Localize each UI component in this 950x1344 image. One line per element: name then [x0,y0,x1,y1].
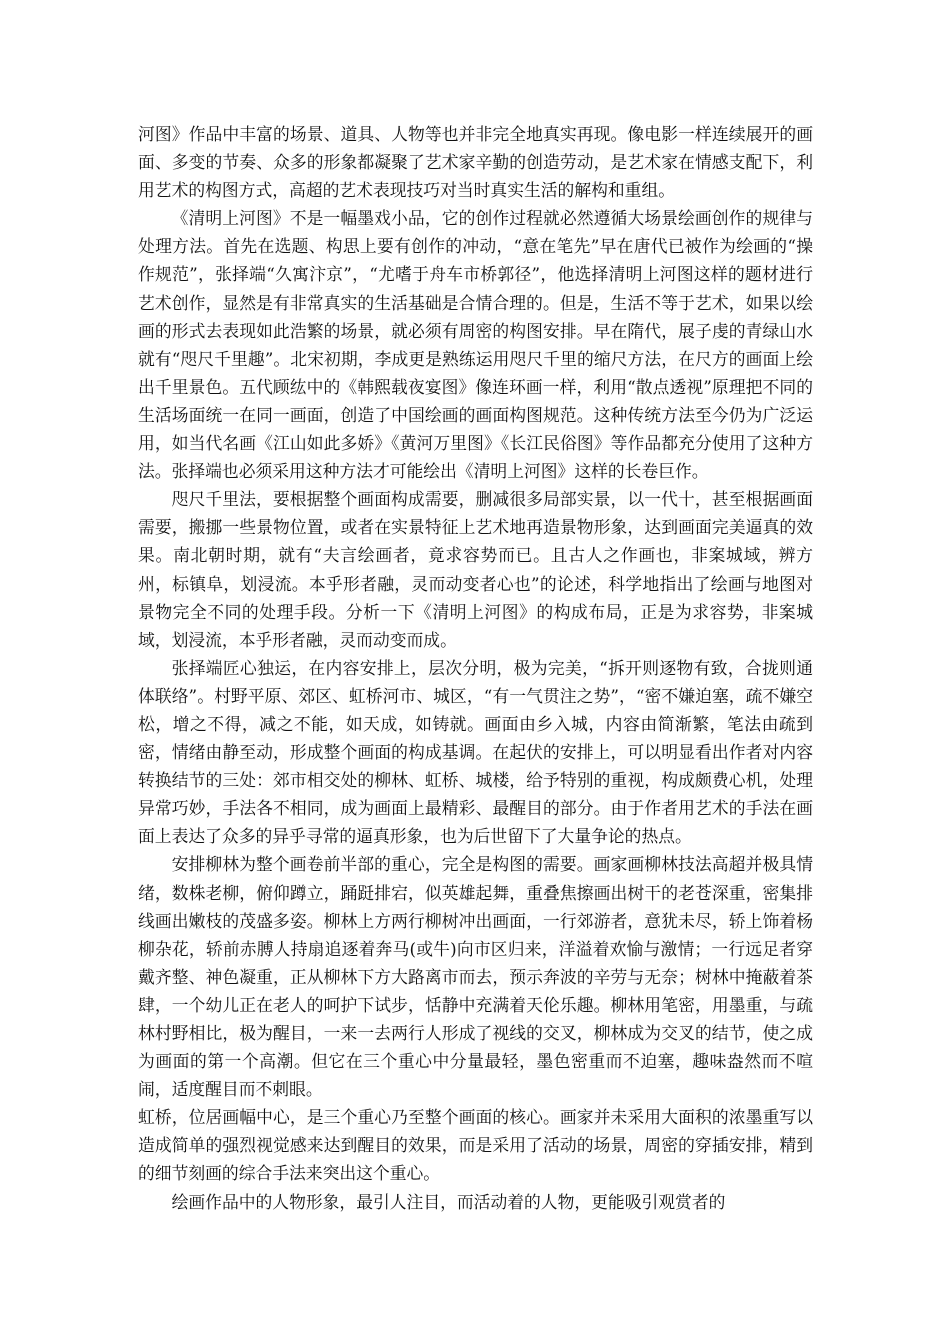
paragraph-2: 《清明上河图》不是一幅墨戏小品，它的创作过程就必然遵循大场景绘画创作的规律与处理方法。首先在选题、构思上要有创作的冲动，“意在笔先”早在唐代已被作为绘画的“操作规范”，张择端“久寓汴京”，“尤嗜于舟车市桥郭径”，他选择清明上河图这样的题材进行艺术创作，显然是有非常真实的生活基础是合情合理的。但是，生活不等于艺术，如果以绘画的形式去表现如此浩繁的场景，就必须有周密的构图安排。早在隋代，展子虔的青绿山水就有“咫尺千里趣”。北宋初期，李成更是熟练运用咫尺千里的缩尺方法，在尺方的画面上绘出千里景色。五代顾纮中的《韩熙载夜宴图》像连环画一样，利用“散点透视”原理把不同的生活场面统一在同一画面，创造了中国绘画的画面构图规范。这种传统方法至今仍为广泛运用，如当代名画《江山如此多娇》《黄河万里图》《长江民俗图》等作品都充分使用了这种方法。张择端也必须采用这种方法才可能绘出《清明上河图》这样的长卷巨作。 [138,208,813,482]
paragraph-6: 虹桥，位居画幅中心，是三个重心乃至整个画面的核心。画家并未采用大面积的浓墨重写以造成简单的强烈视觉感来达到醒目的效果，而是采用了活动的场景，周密的穿插安排，精到的细节刻画的综合手法来突出这个重心。 [138,1107,813,1184]
paragraph-4: 张择端匠心独运，在内容安排上，层次分明，极为完美，“拆开则逐物有致，合拢则通体联络”。村野平原、郊区、虹桥河市、城区，“有一气贯注之势”，“密不嫌迫塞，疏不嫌空松，增之不得，减之不能，如天成，如铸就。画面由乡入城，内容由简渐繁，笔法由疏到密，情绪由静至动，形成整个画面的构成基调。在起伏的安排上，可以明显看出作者对内容转换结节的三处：郊市相交处的柳林、虹桥、城楼，给予特别的重视，构成颇费心机，处理异常巧妙，手法各不相同，成为画面上最精彩、最醒目的部分。由于作者用艺术的手法在画面上表达了众多的异乎寻常的逼真形象，也为后世留下了大量争论的热点。 [138,657,813,847]
paragraph-3: 咫尺千里法，要根据整个画面构成需要，删减很多局部实景，以一代十，甚至根据画面需要，搬挪一些景物位置，或者在实景特征上艺术地再造景物形象，达到画面完美逼真的效果。南北朝时期，就有“夫言绘画者，竟求容势而已。且古人之作画也，非案城域，辨方州，标镇阜，划浸流。本乎形者融，灵而动变者心也”的论述，科学地指出了绘画与地图对景物完全不同的处理手段。分析一下《清明上河图》的构成布局，正是为求容势，非案城域，划浸流，本乎形者融，灵而动变而成。 [138,489,813,650]
paragraph-1: 河图》作品中丰富的场景、道具、人物等也并非完全地真实再现。像电影一样连续展开的画面、多变的节奏、众多的形象都凝聚了艺术家辛勤的创造劳动，是艺术家在情感支配下，利用艺术的构图方式，高超的艺术表现技巧对当时真实生活的解构和重组。 [138,124,813,201]
paragraph-7: 绘画作品中的人物形象，最引人注目，而活动着的人物，更能吸引观赏者的 [171,1191,726,1212]
paragraph-5: 安排柳林为整个画卷前半部的重心，完全是构图的需要。画家画柳林技法高超并极具情绪，数株老柳，俯仰蹲立，踊跹排宕，似英雄起舞，重叠焦擦画出树干的老苍深重，密集排线画出嫩枝的茂盛多姿。柳林上方两行柳树冲出画面，一行郊游者，意犹未尽，轿上饰着杨柳杂花，轿前赤膊人持扇追逐着奔马(或牛)向市区归来，洋溢着欢愉与激情；一行远足者穿戴齐整、神色凝重，正从柳林下方大路离市而去，预示奔波的辛劳与无奈；树林中掩蔽着茶肆，一个幼儿正在老人的呵护下试步，恬静中充满着天伦乐趣。柳林用笔密，用墨重，与疏林村野相比，极为醒目，一来一去两行人形成了视线的交叉，柳林成为交叉的结节，使之成为画面的第一个高潮。但它在三个重心中分量最轻，墨色密重而不迫塞，趣味盎然而不喧闹，适度醒目而不刺眼。 [138,854,813,1100]
document-page [138,120,813,1216]
